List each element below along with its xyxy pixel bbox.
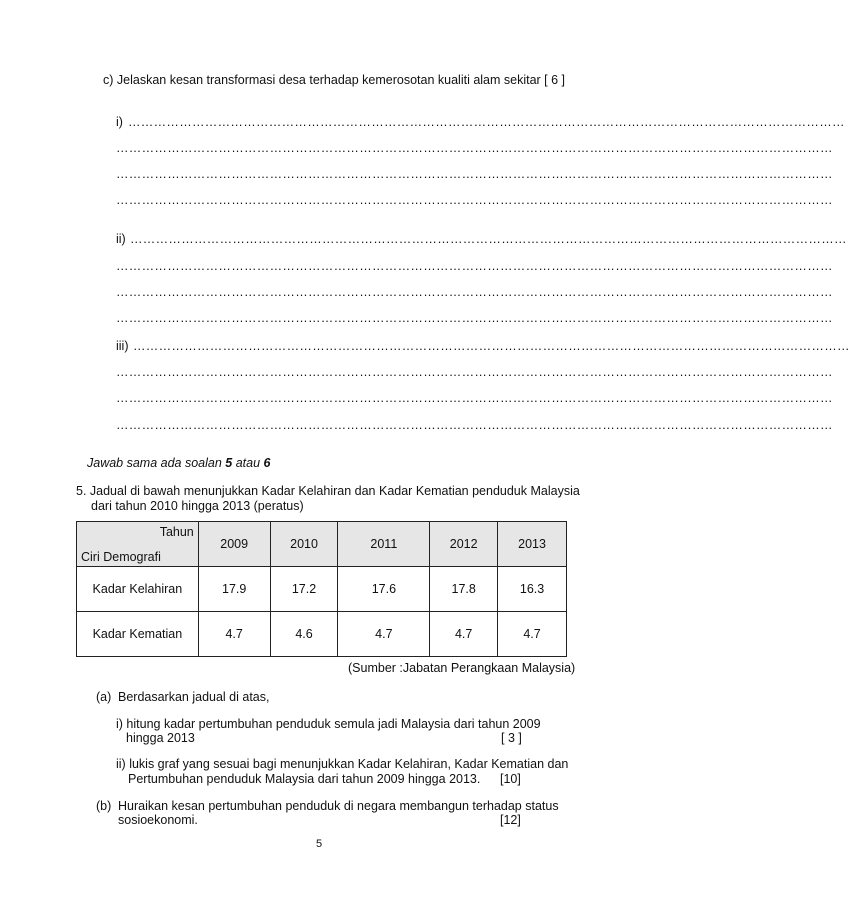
part-b-label: (b) (96, 799, 112, 813)
answer-line: …………………………………………………………………………………………………………………………………………………… (116, 311, 833, 325)
corner-demography-label: Ciri Demografi (81, 550, 161, 564)
answer-line: …………………………………………………………………………………………………………………………………………………… (133, 339, 850, 353)
row-label: Kadar Kematian (77, 612, 199, 657)
part-a-ii-marks: [10] (500, 772, 521, 786)
question-5-intro-cont: dari tahun 2010 hingga 2013 (peratus) (91, 499, 304, 513)
answer-label-iii: iii) (116, 339, 129, 353)
table-cell: 4.7 (198, 612, 270, 657)
year-header: 2013 (498, 522, 567, 567)
answer-label-ii: ii) (116, 232, 126, 246)
table-cell: 16.3 (498, 567, 567, 612)
answer-line: …………………………………………………………………………………………………………………………………………………… (116, 193, 833, 207)
table-row (77, 612, 567, 657)
part-a-i-text-cont: hingga 2013 (126, 731, 195, 745)
answer-line: …………………………………………………………………………………………………………………………………………………… (130, 232, 847, 246)
table-cell: 17.2 (270, 567, 338, 612)
table-cell: 4.7 (430, 612, 498, 657)
year-header: 2010 (270, 522, 338, 567)
question-c-text: c) Jelaskan kesan transformasi desa terhadap kemerosotan kualiti alam sekitar [ 6 ] (103, 73, 566, 87)
answer-line: …………………………………………………………………………………………………………………………………………………… (116, 167, 833, 181)
table-cell: 17.6 (338, 567, 430, 612)
part-b-text: Huraikan kesan pertumbuhan penduduk di negara membangun terhadap status (118, 799, 559, 813)
part-a-text: Berdasarkan jadual di atas, (118, 690, 270, 704)
table-cell: 4.7 (498, 612, 567, 657)
table-cell: 17.8 (430, 567, 498, 612)
table-row (77, 567, 567, 612)
answer-line: …………………………………………………………………………………………………………………………………………………… (116, 259, 833, 273)
year-header: 2012 (430, 522, 498, 567)
part-a-label: (a) (96, 690, 112, 704)
part-a-i-text: i) hitung kadar pertumbuhan penduduk semula jadi Malaysia dari tahun 2009 (116, 717, 541, 731)
answer-line: …………………………………………………………………………………………………………………………………………………… (116, 418, 833, 432)
part-b-marks: [12] (500, 813, 521, 827)
part-a-ii-text: ii) lukis graf yang sesuai bagi menunjukkan Kadar Kelahiran, Kadar Kematian dan (116, 757, 569, 771)
answer-line: …………………………………………………………………………………………………………………………………………………… (116, 391, 833, 405)
answer-instruction: Jawab sama ada soalan 5 atau 6 (87, 456, 271, 470)
table-corner-cell (77, 522, 199, 567)
part-a-ii-text-cont: Pertumbuhan penduduk Malaysia dari tahun 2009 hingga 2013. (128, 772, 481, 786)
table-source: (Sumber :Jabatan Perangkaan Malaysia) (348, 661, 576, 675)
year-header: 2011 (338, 522, 430, 567)
answer-label-i: i) (116, 115, 123, 129)
part-b-text-cont: sosioekonomi. (118, 813, 198, 827)
page-number: 5 (315, 838, 323, 850)
table-cell: 17.9 (198, 567, 270, 612)
answer-line: …………………………………………………………………………………………………………………………………………………… (116, 285, 833, 299)
answer-line: …………………………………………………………………………………………………………………………………………………… (128, 115, 845, 129)
answer-line: …………………………………………………………………………………………………………………………………………………… (116, 365, 833, 379)
row-label: Kadar Kelahiran (77, 567, 199, 612)
corner-year-label: Tahun (159, 525, 194, 539)
part-a-i-marks: [ 3 ] (501, 731, 522, 745)
year-header: 2009 (198, 522, 270, 567)
table-cell: 4.7 (338, 612, 430, 657)
table-cell: 4.6 (270, 612, 338, 657)
answer-line: …………………………………………………………………………………………………………………………………………………… (116, 141, 833, 155)
table-header-row (77, 522, 567, 567)
demographic-table (76, 521, 567, 657)
question-5-intro: 5. Jadual di bawah menunjukkan Kadar Kelahiran dan Kadar Kematian penduduk Malaysia (76, 484, 580, 498)
